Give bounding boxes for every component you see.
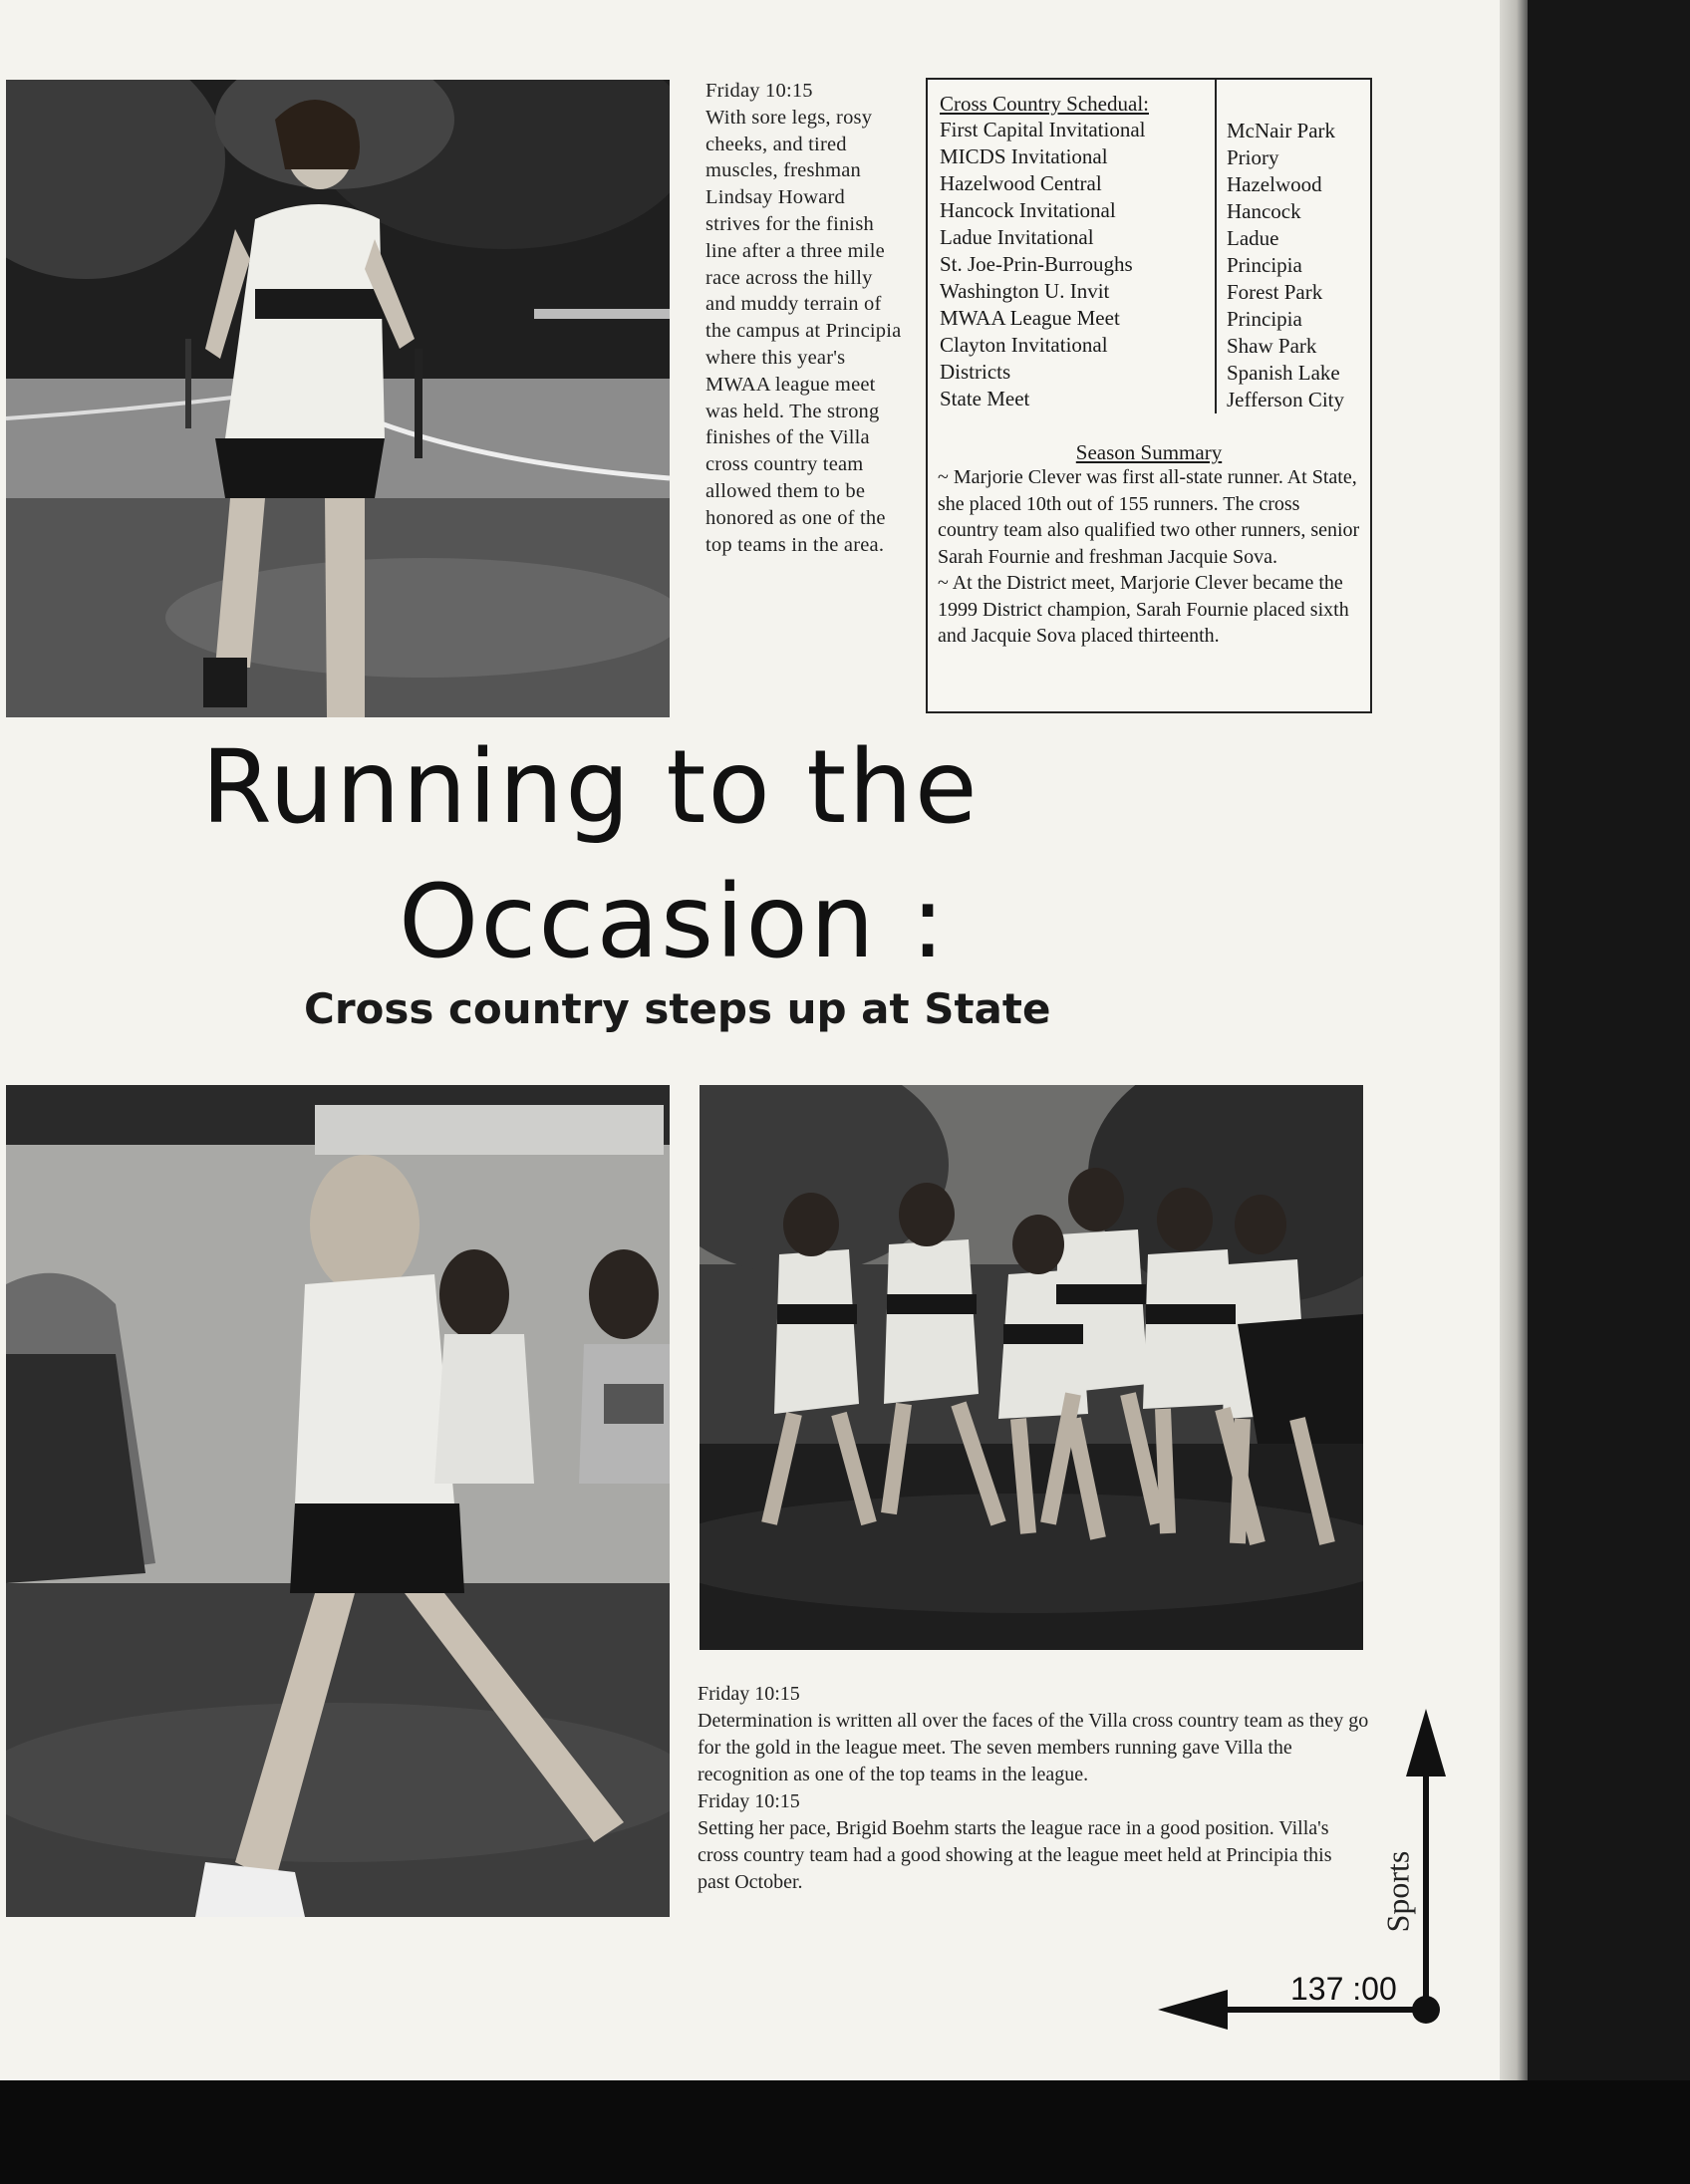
schedule-event: First Capital Invitational xyxy=(940,118,1146,141)
headline-line-1: Running to the xyxy=(201,728,980,847)
schedule-event: St. Joe-Prin-Burroughs xyxy=(940,252,1133,276)
schedule-place: Hancock xyxy=(1227,199,1301,223)
subheadline: Cross country steps up at State xyxy=(304,984,1051,1033)
schedule-place: Ladue xyxy=(1227,226,1279,250)
caption-text: Determination is written all over the faces of the Villa cross country team as they go for the gold in the league meet. The seven members running gave Villa the recognition as one of the top teams in the league. xyxy=(698,1710,1369,1785)
page-number: 137 :00 xyxy=(1290,1971,1397,2007)
schedule-event-list xyxy=(940,117,1145,412)
season-summary-paragraph: ~ At the District meet, Marjorie Clever became the 1999 District champion, Sarah Fournie placed sixth and Jacquie Sova placed thirteenth. xyxy=(938,572,1349,647)
schedule-place-list xyxy=(1227,118,1344,413)
schedule-place: Priory xyxy=(1227,145,1279,169)
schedule-place: Jefferson City xyxy=(1227,388,1345,411)
arrow-left-icon xyxy=(1158,1990,1228,2030)
season-summary-body xyxy=(938,464,1364,650)
caption-text: With sore legs, rosy cheeks, and tired muscles, freshman Lindsay Howard strives for the finish line after a three mile race across the hilly and muddy terrain of the campus at Principia where this year's MWAA league meet was held. The strong finishes of the Villa cross country team allowed them to be honored as one of the top teams in the area. xyxy=(705,106,902,556)
schedule-event: MWAA League Meet xyxy=(940,306,1120,330)
photo-runner-lindsay xyxy=(6,80,670,717)
schedule-place: Hazelwood xyxy=(1227,172,1322,196)
nav-dot-icon xyxy=(1412,1996,1440,2024)
schedule-divider xyxy=(1215,80,1217,413)
caption-time: Friday 10:15 xyxy=(698,1683,800,1705)
schedule-event: Clayton Invitational xyxy=(940,333,1108,357)
caption-text: Setting her pace, Brigid Boehm starts the league race in a good position. Villa's cross country team had a good showing at the league meet held at Principia this past October. xyxy=(698,1817,1332,1893)
season-summary-title: Season Summary xyxy=(1075,440,1223,464)
nav-line-vertical xyxy=(1423,1734,1429,2013)
schedule-event: Ladue Invitational xyxy=(940,225,1094,249)
schedule-place: McNair Park xyxy=(1227,119,1336,142)
schedule-place: Shaw Park xyxy=(1227,334,1317,358)
photo-caption-top xyxy=(705,78,905,558)
schedule-event: Hancock Invitational xyxy=(940,198,1116,222)
schedule-title: Cross Country Schedual: xyxy=(940,92,1149,116)
schedule-box xyxy=(926,78,1372,713)
season-summary-paragraph: ~ Marjorie Clever was first all-state runner. At State, she placed 10th out of 155 runners. The cross country team also qualified two other runners, senior Sarah Fournie and freshman Jacquie Sova. xyxy=(938,466,1360,568)
caption-time: Friday 10:15 xyxy=(698,1790,800,1812)
schedule-place: Principia xyxy=(1227,253,1302,277)
photo-caption-bottom xyxy=(698,1681,1375,1896)
schedule-place: Principia xyxy=(1227,307,1302,331)
photo-runners-pack xyxy=(6,1085,670,1917)
caption-time: Friday 10:15 xyxy=(705,80,813,102)
page-edge xyxy=(1500,0,1528,2080)
photo-team-start xyxy=(700,1085,1363,1650)
scan-background-right xyxy=(1528,0,1690,2080)
schedule-event: Washington U. Invit xyxy=(940,279,1110,303)
schedule-event: Districts xyxy=(940,360,1011,384)
section-label: Sports xyxy=(1379,1850,1416,1933)
schedule-event: MICDS Invitational xyxy=(940,144,1108,168)
schedule-place: Spanish Lake xyxy=(1227,361,1340,385)
schedule-event: State Meet xyxy=(940,387,1030,410)
headline-line-2: Occasion : xyxy=(399,863,948,981)
schedule-event: Hazelwood Central xyxy=(940,171,1102,195)
schedule-place: Forest Park xyxy=(1227,280,1323,304)
scan-background-bottom xyxy=(0,2080,1690,2184)
